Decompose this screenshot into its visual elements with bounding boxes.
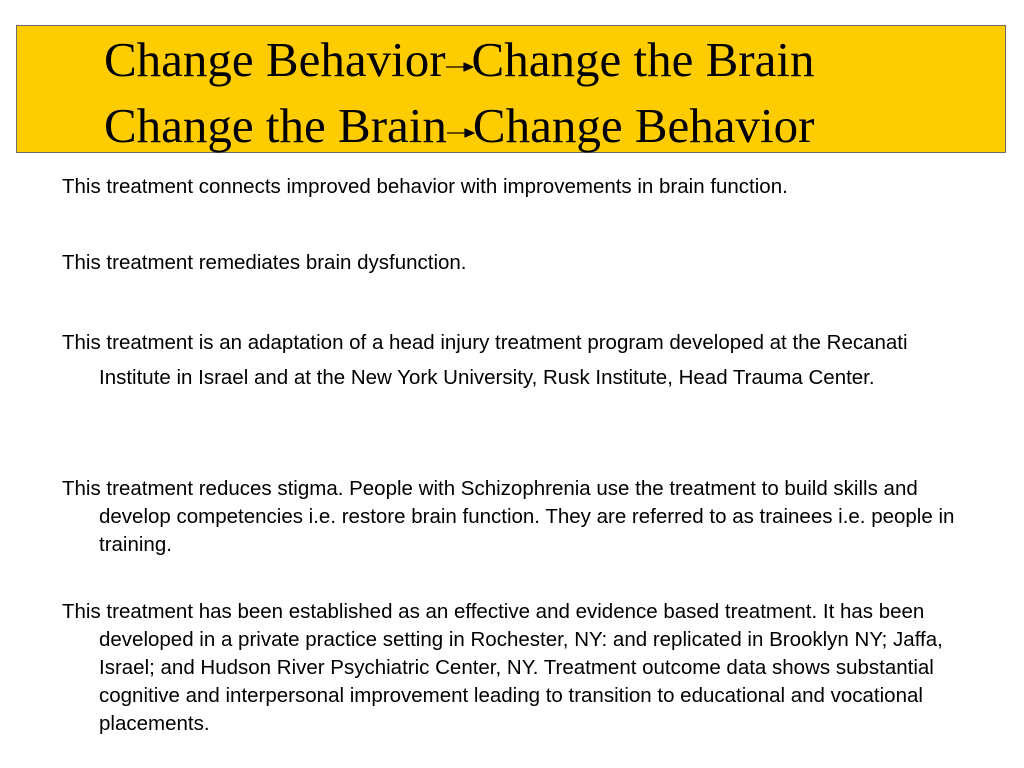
title-line-1 <box>104 32 814 88</box>
bullet-paragraph: This treatment reduces stigma. People with Schizophrenia use the treatment to build skills and develop competencies i.e. restore brain function. They are referred to as trainees i.e. people in training. <box>62 477 955 556</box>
title-line-1-right: Change the Brain <box>471 32 815 87</box>
title-line-2 <box>104 98 814 154</box>
title-line-2-right: Change Behavior <box>472 98 815 153</box>
bullet-paragraph: This treatment connects improved behavior with improvements in brain function. <box>62 175 788 198</box>
bullet-paragraph: This treatment is an adaptation of a head injury treatment program developed at the Recanati Institute in Israel and at the New York University, Rusk Institute, Head Trauma Center. <box>62 331 908 389</box>
right-arrow-icon <box>446 121 476 141</box>
bullet-paragraph: This treatment remediates brain dysfunction. <box>62 251 467 274</box>
bullet-paragraph: This treatment has been established as an effective and evidence based treatment. It has been developed in a private practice setting in Rochester, NY: and replicated in Brooklyn NY; Jaffa, Israel; and Hudson River Psychiatric Center, NY. Treatment outcome data shows substantial cognitive and interpersonal improvement leading to transition to educational and vocational placements. <box>62 600 943 735</box>
title-line-2-left: Change the Brain <box>104 98 447 153</box>
slide-title-box <box>16 25 1006 153</box>
right-arrow-icon <box>445 55 475 75</box>
title-line-1-left: Change Behavior <box>104 32 446 87</box>
